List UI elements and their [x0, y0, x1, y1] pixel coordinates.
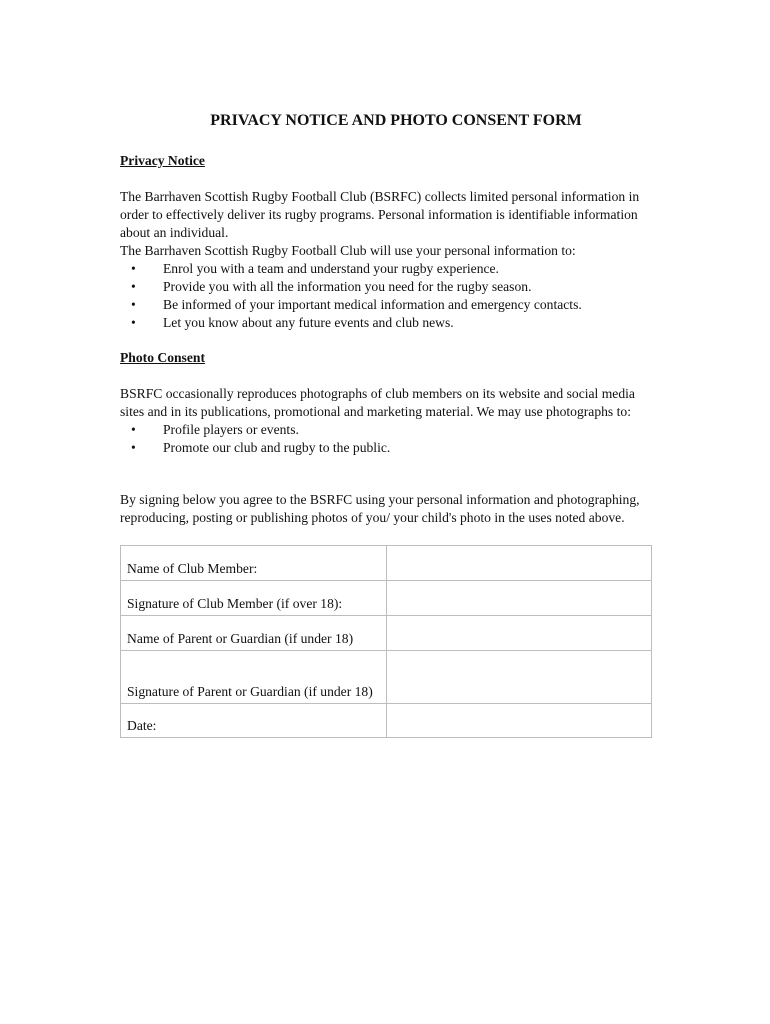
bullet-icon: • — [131, 315, 136, 330]
document-page — [120, 112, 660, 738]
privacy-bullet-list — [120, 260, 660, 332]
table-row — [121, 616, 652, 651]
list-item-text: Be informed of your important medical information and emergency contacts. — [163, 297, 582, 312]
bullet-icon: • — [131, 440, 136, 455]
photo-consent-paragraph: BSRFC occasionally reproduces photographs of club members on its website and social media sites and in its publications, promotional and marketing material. We may use photographs to: — [120, 386, 635, 419]
list-item-text: Provide you with all the information you need for the rugby season. — [163, 279, 532, 294]
guardian-name-label: Name of Parent or Guardian (if under 18) — [121, 616, 387, 651]
signature-table — [120, 545, 652, 738]
guardian-name-field[interactable] — [386, 616, 651, 651]
list-item — [120, 439, 660, 457]
guardian-signature-field[interactable] — [386, 651, 651, 704]
list-item-text: Enrol you with a team and understand your rugby experience. — [163, 261, 499, 276]
member-signature-label: Signature of Club Member (if over 18): — [121, 581, 387, 616]
list-item-text: Profile players or events. — [163, 422, 299, 437]
bullet-icon: • — [131, 297, 136, 312]
list-item — [120, 314, 660, 332]
photo-bullet-list — [120, 421, 660, 457]
bullet-icon: • — [131, 279, 136, 294]
list-item — [120, 260, 660, 278]
member-name-label: Name of Club Member: — [121, 546, 387, 581]
list-item — [120, 296, 660, 314]
bullet-icon: • — [131, 261, 136, 276]
list-item — [120, 278, 660, 296]
member-name-field[interactable] — [386, 546, 651, 581]
bullet-icon: • — [131, 422, 136, 437]
privacy-heading: Privacy Notice — [120, 153, 205, 168]
list-item-text: Promote our club and rugby to the public. — [163, 440, 391, 455]
guardian-signature-label: Signature of Parent or Guardian (if under 18) — [121, 651, 387, 704]
photo-consent-heading: Photo Consent — [120, 350, 205, 365]
privacy-paragraph-2: The Barrhaven Scottish Rugby Football Club will use your personal information to: — [120, 243, 576, 258]
privacy-section — [120, 152, 660, 332]
member-signature-field[interactable] — [386, 581, 651, 616]
table-row — [121, 546, 652, 581]
form-title: PRIVACY NOTICE AND PHOTO CONSENT FORM — [210, 112, 582, 129]
table-row — [121, 704, 652, 738]
list-item — [120, 421, 660, 439]
privacy-paragraph-1: The Barrhaven Scottish Rugby Football Club (BSRFC) collects limited personal information in order to effectively deliver its rugby programs. Personal information is identifiable information about an individual. — [120, 189, 640, 240]
table-row — [121, 651, 652, 704]
date-field[interactable] — [386, 704, 651, 738]
agreement-paragraph: By signing below you agree to the BSRFC using your personal information and photographing, reproducing, posting or publishing photos of you/ your child's photo in the uses noted above. — [120, 492, 640, 525]
list-item-text: Let you know about any future events and club news. — [163, 315, 454, 330]
photo-consent-section — [120, 349, 660, 457]
date-label: Date: — [121, 704, 387, 738]
table-row — [121, 581, 652, 616]
